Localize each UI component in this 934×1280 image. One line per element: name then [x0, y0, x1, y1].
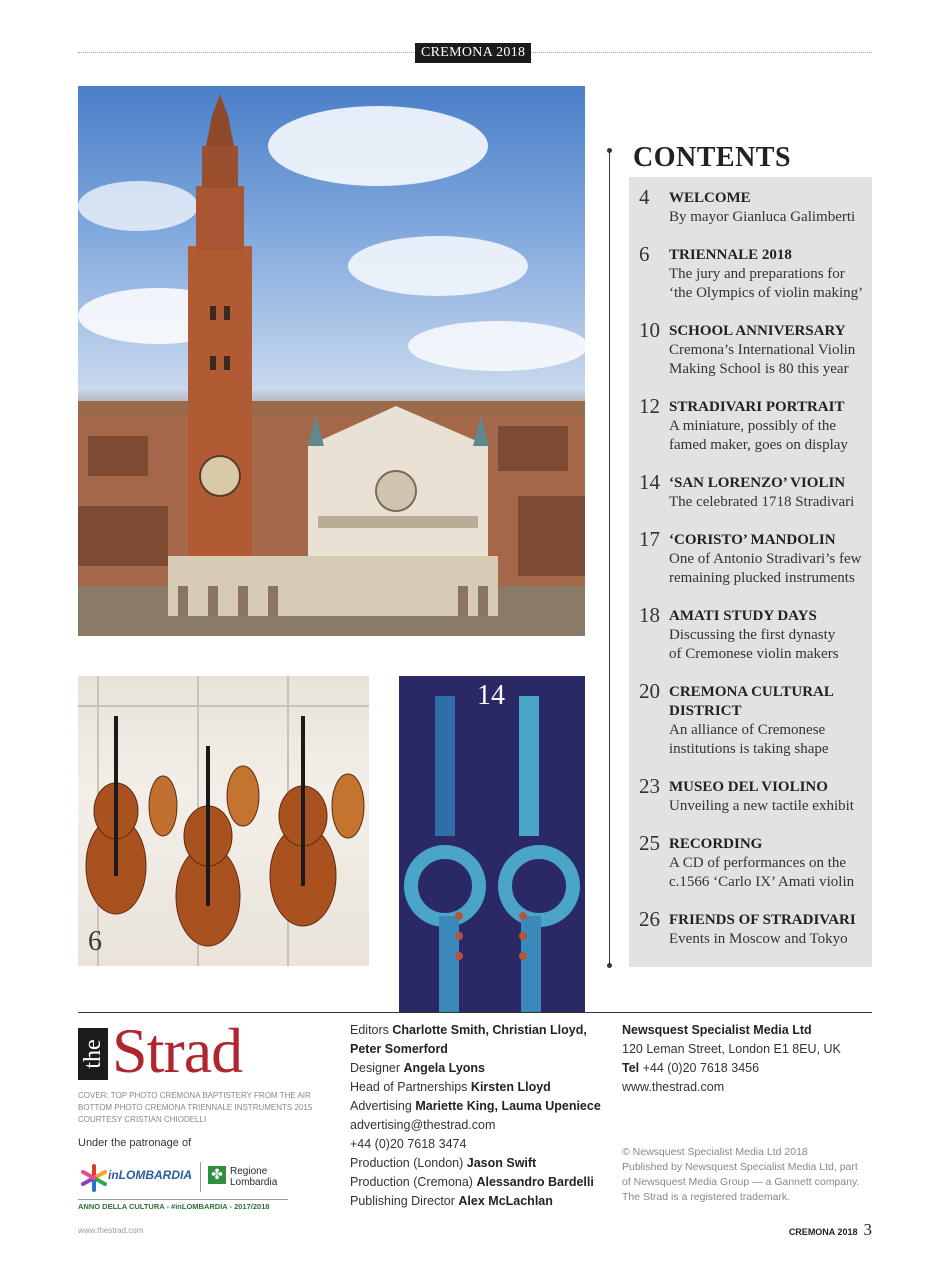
entry-heading: FRIENDS OF STRADIVARI	[669, 912, 856, 928]
entry-description: By mayor Gianluca Galimberti	[669, 209, 856, 225]
entry-heading: TRIENNALE 2018	[669, 247, 792, 263]
footer-url[interactable]: www.thestrad.com	[78, 1226, 144, 1235]
entry-heading: SCHOOL ANNIVERSARY	[669, 323, 846, 339]
entry-description: of Cremonese violin makers	[669, 646, 839, 662]
contents-list	[629, 177, 872, 967]
entry-heading: RECORDING	[669, 836, 763, 852]
entry-heading: MUSEO DEL VIOLINO	[669, 779, 828, 795]
page-footer: CREMONA 2018 3	[788, 1220, 872, 1239]
staff-credits: Editors Charlotte Smith, Christian Lloyd, Peter Somerford Designer Angela Lyons Head of Partnerships Kirsten Lloyd Advertising Mariette King, Lauma Upeniece advertising@thestrad.com +44 (0)20 7618 3474 Production (London) Jason Swift Production (Cremona) Alessandro Bardelli Publishing Director Alex McLachlan	[350, 1021, 612, 1211]
cover-credit: COVER: TOP PHOTO CREMONA BAPTISTERY FROM THE AIR BOTTOM PHOTO CREMONA TRIENNALE INSTRUMENTS 2015 COURTESY CRISTIAN CHIODELLI	[78, 1091, 313, 1124]
entry-description: One of Antonio Stradivari’s few	[669, 551, 862, 567]
entry-description: ‘the Olympics of violin making’	[669, 285, 864, 301]
contents-divider	[609, 150, 610, 966]
entry-page-number: 6	[639, 242, 650, 266]
entry-description: A CD of performances on the	[669, 855, 847, 871]
triennale-violins-photo	[78, 676, 369, 966]
violin-scrolls-photo	[399, 676, 585, 1012]
page-number: 3	[863, 1220, 872, 1239]
entry-description: Unveiling a new tactile exhibit	[669, 798, 854, 814]
entry-description: The jury and preparations for	[669, 266, 845, 282]
section-tag: CREMONA 2018	[415, 43, 531, 63]
publisher-info: Newsquest Specialist Media Ltd 120 Leman Street, London E1 8EU, UK Tel +44 (0)20 7618 3456 www.thestrad.com	[622, 1021, 877, 1097]
entry-page-number: 17	[639, 527, 660, 551]
entry-page-number: 25	[639, 831, 660, 855]
page-ref-6: 6	[88, 926, 102, 957]
masthead-rule	[78, 1012, 872, 1013]
entry-heading: ‘CORISTO’ MANDOLIN	[669, 532, 836, 548]
entry-description: famed maker, goes on display	[669, 437, 848, 453]
entry-description: A miniature, possibly of the	[669, 418, 837, 434]
anno-cultura-text: ANNO DELLA CULTURA - #inLOMBARDIA - 2017/2018	[78, 1199, 288, 1211]
entry-description: institutions is taking shape	[669, 741, 829, 757]
entry-description: c.1566 ‘Carlo IX’ Amati violin	[669, 874, 855, 890]
entry-description: The celebrated 1718 Stradivari	[669, 494, 855, 510]
contents-title: CONTENTS	[633, 142, 792, 173]
entry-page-number: 18	[639, 603, 660, 627]
entry-page-number: 14	[639, 470, 660, 494]
entry-heading: STRADIVARI PORTRAIT	[669, 399, 845, 415]
entry-heading: ‘SAN LORENZO’ VIOLIN	[669, 475, 846, 491]
entry-page-number: 20	[639, 679, 660, 703]
advertising-phone: +44 (0)20 7618 3474	[350, 1137, 467, 1151]
inlombardia-logo: inLOMBARDIA	[108, 1168, 192, 1182]
entry-page-number: 23	[639, 774, 660, 798]
cremona-cathedral-photo	[78, 86, 585, 636]
page-ref-14: 14	[477, 680, 505, 711]
entry-description: Making School is 80 this year	[669, 361, 849, 377]
publisher-website[interactable]: www.thestrad.com	[622, 1080, 725, 1094]
patron-logos	[78, 1160, 288, 1196]
regione-lombardia-icon: ✤	[208, 1166, 226, 1184]
entry-heading: AMATI STUDY DAYS	[669, 608, 817, 624]
entry-page-number: 4	[639, 185, 650, 209]
entry-description: Events in Moscow and Tokyo	[669, 931, 848, 947]
entry-heading: CREMONA CULTURAL DISTRICT	[669, 684, 834, 719]
strad-logo-the: the	[78, 1028, 108, 1080]
patronage-label: Under the patronage of	[78, 1137, 192, 1149]
entry-page-number: 26	[639, 907, 660, 931]
entry-description: An alliance of Cremonese	[669, 722, 826, 738]
strad-logo: Strad	[112, 1015, 243, 1086]
entry-description: Cremona’s International Violin	[669, 342, 856, 358]
entry-description: remaining plucked instruments	[669, 570, 855, 586]
entry-heading: WELCOME	[669, 190, 751, 206]
regione-lombardia-logo: Regione Lombardia	[230, 1166, 278, 1188]
inlombardia-star-icon	[80, 1164, 108, 1192]
entry-page-number: 12	[639, 394, 660, 418]
entry-description: Discussing the first dynasty	[669, 627, 836, 643]
copyright-notice: © Newsquest Specialist Media Ltd 2018 Published by Newsquest Specialist Media Ltd, part of Newsquest Media Group — a Gannett company. The Strad is a registered trademark.	[622, 1146, 860, 1203]
entry-page-number: 10	[639, 318, 660, 342]
advertising-email[interactable]: advertising@thestrad.com	[350, 1118, 496, 1132]
